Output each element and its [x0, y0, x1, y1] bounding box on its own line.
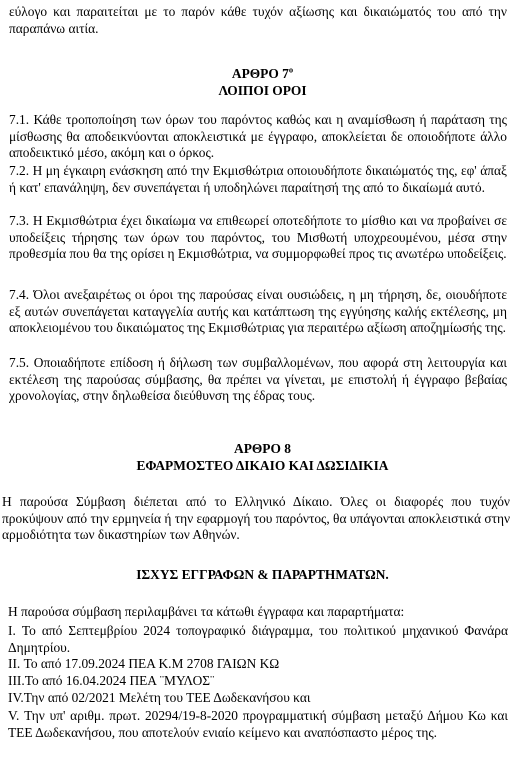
article-7-subtitle: ΛΟΙΠΟΙ ΟΡΟΙ [218, 83, 307, 98]
validity-intro: Η παρούσα σύμβαση περιλαμβάνει τα κάτωθι έγγραφα και παραρτήματα: [8, 604, 405, 619]
annex-item-4: IV.Την από 02/2021 Μελέτη του ΤΕΕ Δωδεκανήσου και [8, 690, 311, 705]
clause-7-3: 7.3. Η Εκμισθώτρια έχει δικαίωμα να επιθεωρεί οποτεδήποτε το μίσθιο και να προβαίνει σε υποδείξεις τήρησης των όρων του παρόντος, του Μισθωτή υποχρεουμένου, μέσα στην προθεσμία που θα της ορίσει η Εκμισθώτρια, να συμμορφωθεί προς τις ανωτέρω υποδείξεις. [9, 213, 507, 262]
article-7-title [0, 66, 525, 83]
article-7-title-superscript: ο [288, 64, 294, 75]
article-8-title: ΑΡΘΡΟ 8 [234, 441, 291, 456]
clause-7-1: 7.1. Κάθε τροποποίηση των όρων του παρόντος καθώς και η αναμίσθωση ή παράταση της μίσθωσης θα αποδεικνύονται αποκλειστικά με έγγραφο, αποκλείεται δε οποιοδήποτε άλλο αποδεικτικό μέσο, ακόμη και ο όρκος. [9, 112, 507, 161]
article-7-title-text: ΑΡΘΡΟ 7 [231, 66, 289, 81]
annex-item-1: I. Το από Σεπτεμβρίου 2024 τοπογραφικό διάγραμμα, του πολιτικού μηχανικού Φανάρα Δημητρίου. [8, 623, 508, 655]
validity-title: ΙΣΧΥΣ ΕΓΓΡΑΦΩΝ & ΠΑΡΑΡΤΗΜΑΤΩΝ. [136, 567, 389, 582]
article-8-body: Η παρούσα Σύμβαση διέπεται από το Ελληνικό Δίκαιο. Όλες οι διαφορές που τυχόν προκύψουν από την ερμηνεία ή την εφαρμογή του παρόντος, θα υπάγονται αποκλειστικά στην αρμοδιότητα των δικαστηρίων των Αθηνών. [2, 494, 511, 543]
clause-7-5: 7.5. Οποιαδήποτε επίδοση ή δήλωση των συμβαλλομένων, που αφορά στη λειτουργία και εκτέλεση της παρούσας σύμβασης, θα πρέπει να γίνεται, με επιστολή ή έγγραφο βεβαίας χρονολογίας, στην δηλωθείσα διεύθυνση της έδρας τους. [9, 355, 507, 404]
clause-7-4: 7.4. Όλοι ανεξαιρέτως οι όροι της παρούσας είναι ουσιώδεις, η μη τήρηση, δε, οιουδήποτε εξ αυτών συνεπάγεται καταγγελία αυτής και κατάπτωση της εγγύησης καλής εκτέλεσης, μη αποκλειομένου του δικαιώματος της Εκμισθώτριας για περαιτέρω αξίωση αποζημίωσής της. [9, 287, 507, 336]
annex-item-3: III.Το από 16.04.2024 ΠΕΑ ¨ΜΥΛΟΣ¨ [8, 673, 215, 688]
annex-item-2: II. Το από 17.09.2024 ΠΕΑ Κ.Μ 2708 ΓΑΙΩΝ ΚΩ [8, 656, 280, 671]
article-8-subtitle: ΕΦΑΡΜΟΣΤΕΟ ΔΙΚΑΙΟ ΚΑΙ ΔΩΣΙΔΙΚΙΑ [136, 458, 389, 473]
annex-item-5: V. Την υπ' αριθμ. πρωτ. 20294/19-8-2020 προγραμματική σύμβαση μεταξύ Δήμου Κω και ΤΕΕ Δωδεκανήσου, που αποτελούν ενιαίο κείμενο και αναπόσπαστο μέρος της. [8, 708, 508, 740]
clause-7-2: 7.2. Η μη έγκαιρη ενάσκηση από την Εκμισθώτρια οποιουδήποτε δικαιώματός της, εφ' άπαξ ή κατ' επανάληψη, δεν συνεπάγεται ή υποδηλώνει παραίτησή της από το δικαίωμά αυτό. [9, 163, 507, 195]
intro-paragraph: εύλογο και παραιτείται με το παρόν κάθε τυχόν αξίωσης και δικαιώματός του από την παραπάνω αιτία. [9, 4, 507, 36]
